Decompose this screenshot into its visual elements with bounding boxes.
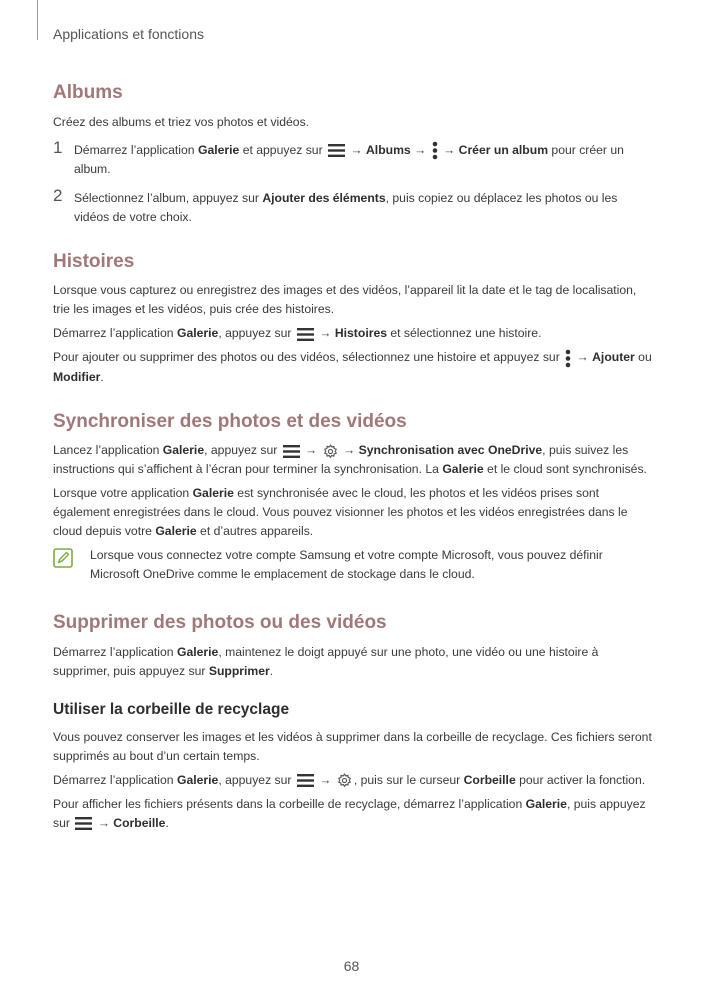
stories-paragraph: Démarrez l’application Galerie, appuyez sur → Histoires et sélectionnez une histoire. bbox=[53, 326, 542, 341]
subsection-title-trash: Utiliser la corbeille de recyclage bbox=[53, 700, 290, 718]
albums-intro: Créez des albums et triez vos photos et vidéos. bbox=[53, 114, 310, 129]
page-content bbox=[53, 80, 653, 838]
sync-paragraph: Lorsque votre application Galerie est synchronisée avec le cloud, les photos et les vidéos prises sont également enregistrées dans le cloud. Vous pouvez visionner les photos et les vidéos enregistrées dans le cloud depuis votre Galerie et d’autres appareils. bbox=[53, 486, 628, 539]
menu-icon bbox=[297, 774, 314, 787]
step-number: 2 bbox=[53, 185, 63, 205]
margin-rule bbox=[37, 0, 38, 40]
menu-icon bbox=[75, 817, 92, 830]
menu-icon bbox=[328, 144, 345, 157]
trash-paragraph: Démarrez l’application Galerie, appuyez sur → , puis sur le curseur Corbeille pour activer la fonction. bbox=[53, 772, 646, 787]
trash-paragraph: Pour afficher les fichiers présents dans la corbeille de recyclage, démarrez l’application Galerie, puis appuyez sur → Corbeille. bbox=[53, 796, 646, 830]
sync-paragraph: Lancez l’application Galerie, appuyez sur → → Synchronisation avec OneDrive, puis suivez les instructions qui s’affichent à l’écran pour terminer la synchronisation. La Galerie et le cloud sont synchronisés. bbox=[53, 443, 647, 477]
section-title-delete: Supprimer des photos ou des vidéos bbox=[53, 612, 387, 634]
more-options-icon bbox=[432, 141, 438, 160]
sync-note bbox=[53, 546, 653, 584]
section-title-sync: Synchroniser des photos et des vidéos bbox=[53, 410, 407, 432]
settings-icon bbox=[323, 444, 338, 459]
settings-icon bbox=[337, 773, 352, 788]
albums-step-2: 2 Sélectionnez l’album, appuyez sur Ajouter des éléments, puis copiez ou déplacez les photos ou les vidéos de votre choix. bbox=[53, 185, 618, 224]
menu-icon bbox=[283, 445, 300, 458]
note-icon bbox=[53, 548, 73, 568]
section-title-stories: Histoires bbox=[53, 250, 135, 272]
menu-icon bbox=[297, 328, 314, 341]
albums-step-1: 1 Démarrez l’application Galerie et appuyez sur → Albums → → Créer un album pour créer un album. bbox=[53, 137, 624, 176]
page-number: 68 bbox=[343, 958, 360, 974]
more-options-icon bbox=[565, 349, 571, 368]
stories-paragraph: Lorsque vous capturez ou enregistrez des images et des vidéos, l’appareil lit la date et le tag de localisation, trie les images et les vidéos, puis crée des histoires. bbox=[53, 283, 637, 317]
delete-paragraph: Démarrez l’application Galerie, maintenez le doigt appuyé sur une photo, une vidéo ou une histoire à supprimer, puis appuyez sur Supprimer. bbox=[53, 644, 599, 678]
running-header: Applications et fonctions bbox=[53, 26, 204, 42]
section-title-albums: Albums bbox=[53, 82, 123, 103]
stories-paragraph: Pour ajouter ou supprimer des photos ou des vidéos, sélectionnez une histoire et appuyez sur → Ajouter ou Modifier. bbox=[53, 350, 652, 384]
step-number: 1 bbox=[53, 137, 63, 157]
note-text: Lorsque vous connectez votre compte Samsung et votre compte Microsoft, vous pouvez définir Microsoft OneDrive comme le emplacement de stockage dans le cloud. bbox=[90, 548, 603, 582]
trash-paragraph: Vous pouvez conserver les images et les vidéos à supprimer dans la corbeille de recyclage. Ces fichiers seront supprimés au bout d’un certain temps. bbox=[53, 729, 652, 763]
